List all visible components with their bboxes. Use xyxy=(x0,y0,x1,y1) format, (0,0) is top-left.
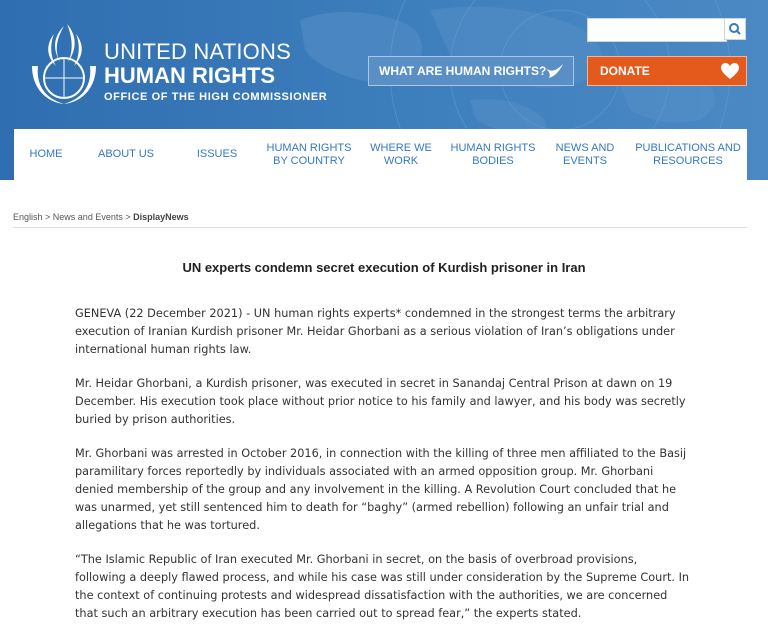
bird-icon xyxy=(543,62,565,80)
org-name-line3: OFFICE OF THE HIGH COMMISSIONER xyxy=(104,91,328,103)
nav-item-issues[interactable] xyxy=(184,129,250,180)
breadcrumb-news-and-events[interactable]: News and Events xyxy=(52,212,123,222)
nav-item-human-rights-by-country[interactable] xyxy=(262,129,356,180)
article-paragraph: Mr. Heidar Ghorbani, a Kurdish prisoner, was executed in secret in Sanandaj Central Prison at dawn on 19 December. His execution took place without prior notice to his family and lawyer, and his body was secretly buried by prison authorities. xyxy=(75,377,686,426)
breadcrumb-current: DisplayNews xyxy=(133,212,189,222)
search-button[interactable] xyxy=(724,18,746,40)
site-header xyxy=(0,0,768,180)
breadcrumb-divider xyxy=(13,227,747,228)
nav-label: ISSUES xyxy=(196,148,238,160)
search-input[interactable] xyxy=(587,18,727,42)
nav-item-where-we-work[interactable] xyxy=(364,129,438,180)
article-paragraph: Mr. Ghorbani was arrested in October 2016, in connection with the killing of three men affiliated to the Basij paramilitary forces reportedly by individuals associated with an armed opposition group. Mr. Ghorbani denied membership of the group and any involvement in the killing. A Revolution Court concluded that he was unarmed, yet still sentenced him to death for “baghy” (armed rebellion) following an unfair trial and allegations that he was tortured. xyxy=(75,447,687,532)
search-icon xyxy=(725,19,745,39)
donate-button[interactable] xyxy=(587,56,747,86)
nav-item-publications-and-resources[interactable] xyxy=(632,129,744,180)
nav-label: WHERE WE WORK xyxy=(370,141,432,167)
nav-item-human-rights-bodies[interactable] xyxy=(448,129,538,180)
breadcrumb-english[interactable]: English xyxy=(13,212,43,222)
nav-label: PUBLICATIONS AND RESOURCES xyxy=(635,141,741,167)
un-emblem-logo xyxy=(24,22,104,106)
donate-label: DONATE xyxy=(600,64,650,78)
breadcrumb-separator: > xyxy=(122,212,134,222)
nav-label: ABOUT US xyxy=(97,148,155,160)
nav-item-about-us[interactable] xyxy=(88,129,164,180)
nav-item-home[interactable] xyxy=(14,129,78,180)
nav-item-news-and-events[interactable] xyxy=(548,129,622,180)
article-paragraph: GENEVA (22 December 2021) - UN human rights experts* condemned in the strongest terms the arbitrary execution of Iranian Kurdish prisoner Mr. Heidar Ghorbani as a serious violation of Iran’s obligations under international human rights law. xyxy=(75,307,676,356)
what-are-human-rights-button[interactable] xyxy=(368,56,574,86)
article-paragraph: “The Islamic Republic of Iran executed Mr. Ghorbani in secret, on the basis of overbroad provisions, following a deeply flawed process, and while his case was still under consideration by the Supreme Court. In the context of continuing protests and widespread dissatisfaction with the authorities, we are concerned that such an arbitrary execution has been carried out to spread fear,” the experts stated. xyxy=(75,553,690,620)
nav-label: HOME xyxy=(29,148,63,160)
article-title: UN experts condemn secret execution of Kurdish prisoner in Iran xyxy=(182,260,586,275)
org-name-line1: UNITED NATIONS xyxy=(104,39,291,64)
nav-label: NEWS AND EVENTS xyxy=(555,141,615,167)
org-name-line2: HUMAN RIGHTS xyxy=(104,63,276,88)
breadcrumb xyxy=(13,212,189,222)
main-navigation xyxy=(14,129,747,180)
heart-icon xyxy=(720,62,740,80)
nav-label: HUMAN RIGHTS BODIES xyxy=(450,141,536,167)
nav-label: HUMAN RIGHTS BY COUNTRY xyxy=(266,141,352,167)
what-are-human-rights-label: WHAT ARE HUMAN RIGHTS? xyxy=(379,64,547,78)
article-body xyxy=(75,305,690,639)
breadcrumb-separator: > xyxy=(42,212,53,222)
